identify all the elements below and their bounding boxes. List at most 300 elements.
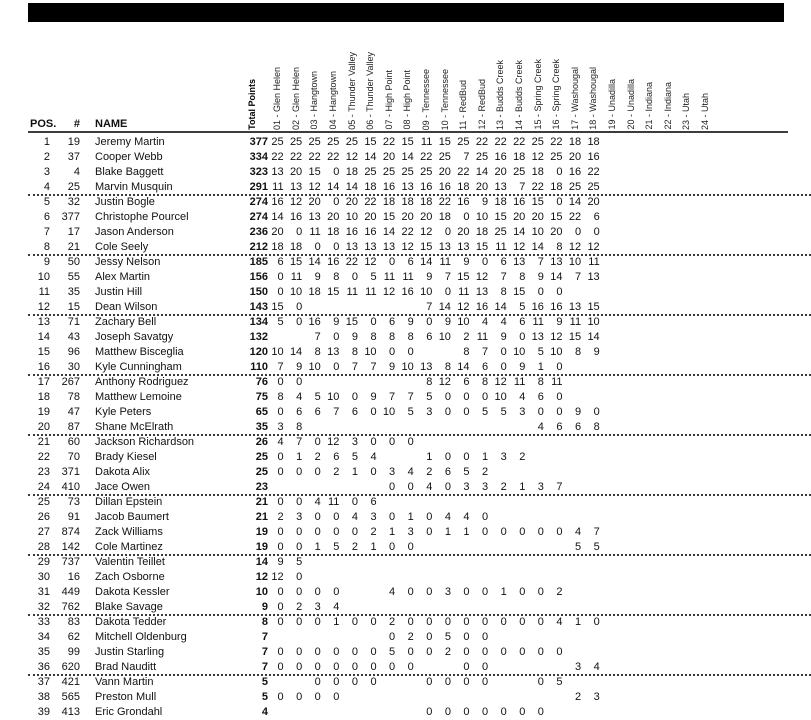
round-points-cell: 2	[333, 466, 340, 478]
round-points-cell: 0	[574, 226, 582, 238]
round-points-cell	[268, 705, 287, 720]
round-points-cell: 0	[500, 361, 507, 373]
rider-number-cell: 78	[67, 391, 80, 403]
round-points-cell: 0	[314, 616, 321, 628]
round-points-cell	[324, 375, 343, 390]
round-points-cell: 0	[482, 706, 489, 718]
round-points-cell: 8	[537, 376, 544, 388]
round-points-cell: 13	[401, 181, 414, 193]
round-points-cell	[621, 705, 640, 720]
round-points-cell	[342, 570, 361, 585]
round-points-cell: 0	[314, 436, 321, 448]
rider-number-cell: 15	[67, 301, 80, 313]
round-points-cell: 7	[593, 526, 600, 538]
table-row	[28, 660, 811, 675]
round-points-cell: 18	[550, 181, 563, 193]
round-points-cell	[342, 630, 361, 645]
round-points-cell	[398, 555, 417, 570]
round-points-cell	[435, 540, 454, 555]
round-points-cell	[584, 600, 603, 615]
round-points-cell: 12	[364, 256, 377, 268]
round-points-cell	[528, 630, 547, 645]
round-points-cell	[380, 300, 399, 315]
round-points-cell: 11	[327, 496, 340, 508]
rider-name-cell: Joseph Savatgy	[95, 331, 174, 343]
round-points-cell: 0	[500, 706, 507, 718]
position-cell: 8	[43, 241, 50, 253]
round-points-cell: 20	[568, 151, 582, 163]
round-points-cell	[417, 690, 436, 705]
round-points-cell	[342, 420, 361, 435]
round-points-cell	[696, 165, 715, 180]
round-points-cell	[417, 555, 436, 570]
round-points-cell: 9	[333, 316, 340, 328]
row-group	[28, 195, 811, 255]
position-cell: 9	[43, 256, 50, 268]
round-points-cell: 25	[494, 226, 507, 238]
total-points-cell: 25	[255, 466, 268, 478]
round-points-cell: 8	[277, 391, 284, 403]
round-points-cell	[435, 345, 454, 360]
round-points-cell: 5	[519, 301, 526, 313]
round-points-cell: 8	[333, 271, 340, 283]
round-points-cell: 6	[370, 496, 377, 508]
round-points-cell: 16	[587, 151, 600, 163]
round-points-cell	[603, 165, 622, 180]
round-points-cell	[361, 570, 380, 585]
round-points-cell: 18	[289, 241, 303, 253]
total-points-cell: 134	[249, 316, 268, 328]
round-points-cell	[640, 510, 659, 525]
round-points-cell: 6	[426, 331, 433, 343]
position-cell: 13	[37, 316, 50, 328]
round-points-cell	[603, 330, 622, 345]
total-points-cell: 9	[261, 601, 268, 613]
round-points-cell: 0	[463, 706, 470, 718]
round-points-cell	[696, 450, 715, 465]
round-points-cell: 13	[271, 166, 284, 178]
round-points-cell: 25	[568, 181, 582, 193]
round-points-cell	[603, 225, 622, 240]
round-points-cell	[417, 660, 436, 675]
round-points-cell: 0	[277, 541, 284, 553]
round-points-cell: 18	[457, 181, 470, 193]
round-points-cell: 0	[444, 391, 451, 403]
round-points-cell	[417, 495, 436, 510]
round-points-cell	[640, 690, 659, 705]
round-points-cell	[658, 285, 677, 300]
round-points-cell: 0	[333, 586, 340, 598]
round-points-cell: 8	[407, 331, 414, 343]
round-points-cell	[677, 690, 696, 705]
round-points-cell	[696, 645, 715, 660]
round-points-cell: 11	[346, 286, 358, 298]
round-points-cell	[547, 510, 566, 525]
round-points-cell	[473, 555, 492, 570]
round-points-cell	[696, 345, 715, 360]
round-points-cell: 12	[568, 241, 582, 253]
round-points-cell	[417, 570, 436, 585]
round-points-cell: 14	[457, 361, 470, 373]
round-points-cell: 0	[351, 526, 358, 538]
round-points-cell	[491, 420, 510, 435]
position-cell: 22	[37, 451, 50, 463]
round-points-cell	[435, 690, 454, 705]
position-cell: 23	[37, 466, 50, 478]
round-points-cell	[491, 690, 510, 705]
round-points-cell	[398, 300, 417, 315]
round-points-cell: 18	[345, 166, 358, 178]
round-points-cell	[584, 675, 603, 690]
round-points-cell	[696, 435, 715, 450]
table-row	[28, 180, 811, 195]
round-points-cell: 0	[407, 436, 414, 448]
round-points-cell	[435, 435, 454, 450]
round-points-cell	[658, 585, 677, 600]
round-points-cell: 0	[407, 481, 414, 493]
round-points-cell	[677, 270, 696, 285]
round-points-cell: 0	[482, 586, 489, 598]
round-points-cell: 10	[531, 226, 544, 238]
round-column-label: 11 - RedBud	[458, 80, 469, 130]
round-points-cell	[491, 660, 510, 675]
round-points-cell: 0	[314, 511, 321, 523]
round-points-cell: 6	[407, 256, 414, 268]
round-points-cell: 7	[519, 181, 526, 193]
round-points-cell	[547, 570, 566, 585]
round-points-cell: 9	[314, 271, 321, 283]
rider-name-cell: Kyle Peters	[95, 406, 152, 418]
round-points-cell	[621, 300, 640, 315]
round-points-cell	[640, 195, 659, 210]
round-points-cell: 22	[401, 226, 414, 238]
round-points-cell: 0	[351, 646, 358, 658]
round-points-cell	[603, 300, 622, 315]
round-points-cell	[361, 375, 380, 390]
round-points-cell	[640, 480, 659, 495]
round-points-cell	[584, 495, 603, 510]
round-points-cell	[621, 675, 640, 690]
round-points-cell: 20	[327, 211, 340, 223]
number-column-header: #	[73, 118, 80, 130]
round-column-label: 19 - Unadilla	[606, 79, 617, 130]
rider-name-cell: Anthony Rodriguez	[95, 376, 189, 388]
position-cell: 24	[37, 481, 50, 493]
round-points-cell: 7	[277, 361, 284, 373]
round-points-cell: 2	[426, 466, 433, 478]
round-points-cell: 3	[277, 421, 284, 433]
total-points-cell: 8	[261, 616, 268, 628]
table-row	[28, 315, 811, 330]
rider-number-cell: 47	[67, 406, 80, 418]
round-points-cell: 1	[463, 526, 470, 538]
round-points-cell: 6	[500, 256, 507, 268]
round-points-cell: 0	[296, 691, 303, 703]
round-points-cell: 10	[364, 346, 377, 358]
rider-name-cell: Zach Osborne	[95, 571, 165, 583]
rider-number-cell: 60	[67, 436, 80, 448]
round-points-cell	[305, 300, 324, 315]
round-points-cell	[603, 255, 622, 270]
round-points-cell: 25	[401, 166, 414, 178]
round-points-cell	[510, 465, 529, 480]
round-points-cell	[658, 180, 677, 195]
round-column-header	[454, 80, 473, 130]
round-points-cell	[398, 420, 417, 435]
row-group	[28, 675, 811, 720]
round-points-cell	[528, 600, 547, 615]
rider-name-cell: Christophe Pourcel	[95, 211, 189, 223]
round-points-cell: 1	[314, 541, 321, 553]
round-points-cell	[361, 555, 380, 570]
position-cell: 17	[37, 376, 50, 388]
round-points-cell: 0	[296, 376, 303, 388]
round-points-cell	[677, 480, 696, 495]
round-points-cell	[547, 660, 566, 675]
rider-name-cell: Blake Savage	[95, 601, 163, 613]
round-points-cell	[640, 555, 659, 570]
round-column-label: 21 - Indiana	[644, 82, 655, 130]
round-points-cell	[677, 570, 696, 585]
round-points-cell: 9	[370, 391, 377, 403]
round-points-cell: 14	[568, 196, 582, 208]
round-points-cell: 20	[401, 211, 414, 223]
round-points-cell: 0	[370, 436, 377, 448]
round-points-cell: 0	[519, 646, 526, 658]
round-points-cell	[696, 570, 715, 585]
round-points-cell	[640, 150, 659, 165]
round-points-cell: 0	[314, 586, 321, 598]
round-points-cell: 0	[389, 661, 396, 673]
round-points-cell	[547, 465, 566, 480]
round-points-cell	[696, 585, 715, 600]
round-points-cell	[696, 495, 715, 510]
round-points-cell	[491, 540, 510, 555]
round-points-cell	[454, 555, 473, 570]
rider-name-cell: Cooper Webb	[95, 151, 163, 163]
round-points-cell	[361, 480, 380, 495]
round-points-cell: 10	[327, 391, 340, 403]
round-points-cell: 0	[296, 466, 303, 478]
total-points-cell: 21	[255, 496, 268, 508]
rider-name-cell: Vann Martin	[95, 676, 154, 688]
round-points-cell: 10	[401, 361, 414, 373]
round-points-cell: 0	[296, 571, 303, 583]
rider-name-cell: Zack Williams	[95, 526, 163, 538]
row-group	[28, 435, 811, 495]
round-points-cell	[603, 645, 622, 660]
round-points-cell: 0	[463, 406, 470, 418]
round-points-cell: 0	[277, 271, 284, 283]
round-points-cell: 18	[308, 286, 321, 298]
round-points-cell	[566, 600, 585, 615]
round-points-cell	[491, 570, 510, 585]
round-points-cell	[566, 390, 585, 405]
round-points-cell: 15	[531, 196, 544, 208]
round-points-cell	[380, 690, 399, 705]
row-group	[28, 555, 811, 615]
round-points-cell	[621, 375, 640, 390]
round-points-cell	[640, 660, 659, 675]
round-points-cell: 2	[463, 331, 470, 343]
round-points-cell	[473, 690, 492, 705]
round-points-cell	[640, 300, 659, 315]
table-row	[28, 390, 811, 405]
round-points-cell: 10	[568, 256, 582, 268]
round-points-cell: 0	[500, 346, 507, 358]
rider-number-cell: 55	[67, 271, 80, 283]
round-points-cell: 10	[457, 316, 470, 328]
rider-number-cell: 87	[67, 421, 80, 433]
round-points-cell	[621, 585, 640, 600]
round-points-cell	[287, 330, 306, 345]
round-points-cell: 7	[426, 301, 433, 313]
round-points-cell: 1	[333, 616, 340, 628]
round-points-cell: 7	[314, 331, 321, 343]
rider-name-cell: Dakota Tedder	[95, 616, 167, 628]
round-points-cell: 6	[482, 361, 489, 373]
round-points-cell: 0	[482, 256, 489, 268]
round-points-cell: 16	[308, 316, 321, 328]
round-points-cell: 0	[463, 586, 470, 598]
round-points-cell: 0	[277, 601, 284, 613]
table-row	[28, 705, 811, 720]
round-points-cell: 14	[308, 256, 321, 268]
round-points-cell	[621, 690, 640, 705]
round-points-cell	[696, 375, 715, 390]
round-points-cell	[696, 195, 715, 210]
round-points-cell: 6	[444, 466, 451, 478]
total-points-cell: 7	[261, 646, 268, 658]
round-points-cell	[621, 315, 640, 330]
round-points-cell: 0	[333, 361, 340, 373]
round-points-cell	[528, 435, 547, 450]
round-points-cell: 12	[308, 181, 321, 193]
total-points-cell: 274	[249, 196, 268, 208]
round-points-cell	[658, 420, 677, 435]
round-points-cell: 0	[444, 481, 451, 493]
round-column-header	[361, 52, 380, 130]
round-points-cell: 15	[401, 136, 414, 148]
round-points-cell	[621, 615, 640, 630]
title-bar	[28, 3, 784, 37]
round-points-cell	[566, 570, 585, 585]
rider-number-cell: 377	[61, 211, 80, 223]
round-points-cell: 20	[420, 211, 433, 223]
round-points-cell	[640, 450, 659, 465]
total-points-cell: 377	[249, 136, 268, 148]
round-points-cell: 0	[444, 226, 451, 238]
round-points-cell	[603, 495, 622, 510]
table-row	[28, 375, 811, 390]
round-column-label: 05 - Thunder Valley	[346, 52, 357, 130]
round-points-cell: 5	[574, 541, 582, 553]
position-cell: 26	[37, 511, 50, 523]
round-points-cell: 0	[537, 586, 544, 598]
round-points-cell	[491, 510, 510, 525]
round-points-cell: 25	[289, 136, 303, 148]
position-cell: 21	[37, 436, 50, 448]
round-points-cell	[268, 675, 287, 690]
round-points-cell: 9	[426, 271, 433, 283]
position-cell: 33	[37, 616, 50, 628]
row-group	[28, 135, 811, 195]
total-points-cell: 323	[249, 166, 268, 178]
round-points-cell	[287, 675, 306, 690]
round-points-cell: 22	[457, 166, 470, 178]
round-points-cell	[342, 480, 361, 495]
round-points-cell	[658, 330, 677, 345]
round-points-cell: 13	[438, 241, 451, 253]
round-points-cell	[640, 390, 659, 405]
round-points-cell	[640, 600, 659, 615]
round-points-cell: 0	[556, 196, 563, 208]
round-points-cell: 18	[327, 226, 340, 238]
round-points-cell	[658, 705, 677, 720]
table-row	[28, 555, 811, 570]
round-column-header	[342, 52, 361, 130]
round-points-cell: 16	[531, 301, 544, 313]
round-points-cell: 13	[587, 271, 600, 283]
round-points-cell: 15	[438, 136, 451, 148]
round-points-cell	[677, 255, 696, 270]
round-points-cell: 8	[314, 346, 321, 358]
round-points-cell: 18	[382, 196, 396, 208]
round-points-cell: 4	[426, 481, 433, 493]
round-points-cell	[324, 705, 343, 720]
round-points-cell: 0	[370, 661, 377, 673]
round-points-cell	[566, 480, 585, 495]
table-row	[28, 435, 811, 450]
position-cell: 12	[37, 301, 50, 313]
round-points-cell: 15	[345, 316, 358, 328]
round-points-cell: 2	[556, 586, 563, 598]
round-points-cell	[566, 495, 585, 510]
round-points-cell: 0	[482, 661, 489, 673]
round-points-cell: 20	[513, 211, 526, 223]
round-points-cell: 5	[351, 451, 358, 463]
round-points-cell	[380, 375, 399, 390]
round-points-cell	[566, 285, 585, 300]
round-points-cell: 16	[494, 151, 507, 163]
round-points-cell	[677, 645, 696, 660]
column-header-row	[28, 52, 714, 130]
round-column-header	[696, 93, 715, 130]
round-column-header	[417, 69, 436, 130]
round-points-cell: 0	[389, 511, 396, 523]
rider-name-cell: Matthew Lemoine	[95, 391, 182, 403]
standings-table	[28, 135, 811, 718]
round-points-cell: 0	[277, 406, 284, 418]
position-cell: 28	[37, 541, 50, 553]
position-cell: 29	[37, 556, 50, 568]
rider-name-cell: Shane McElrath	[95, 421, 174, 433]
round-points-cell	[361, 300, 380, 315]
round-points-cell: 14	[531, 241, 544, 253]
round-column-header	[305, 71, 324, 130]
round-points-cell: 14	[550, 271, 563, 283]
round-points-cell	[621, 435, 640, 450]
round-points-cell: 1	[426, 451, 433, 463]
round-points-cell	[603, 240, 622, 255]
round-points-cell: 0	[333, 166, 340, 178]
table-row	[28, 525, 811, 540]
round-points-cell: 3	[389, 466, 396, 478]
round-points-cell: 0	[296, 661, 303, 673]
round-points-cell: 25	[587, 181, 600, 193]
round-points-cell	[658, 405, 677, 420]
round-points-cell: 0	[389, 256, 396, 268]
